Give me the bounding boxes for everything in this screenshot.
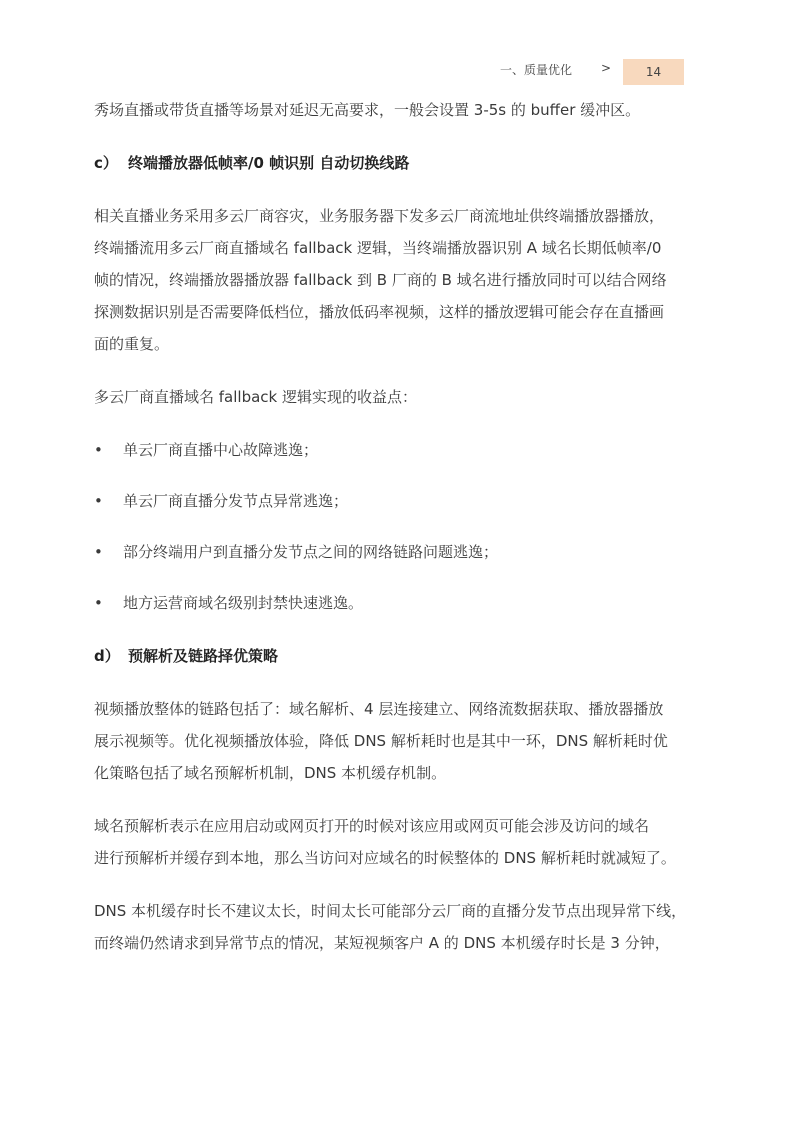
list-item <box>94 536 706 568</box>
text-line: 展示视频等。优化视频播放体验，降低 DNS 解析耗时也是其中一环，DNS 解析耗时优 <box>94 732 668 750</box>
text-line: 域名预解析表示在应用启动或网页打开的时候对该应用或网页可能会涉及访问的域名 <box>94 817 650 835</box>
heading-text: 预解析及链路择优策略 <box>128 647 279 665</box>
list-item <box>94 587 706 619</box>
list-item-text: 单云厂商直播中心故障逃逸； <box>123 441 319 459</box>
paragraph <box>94 810 706 874</box>
paragraph: 秀场直播或带货直播等场景对延迟无高要求，一般会设置 3-5s 的 buffer 缓冲区。 <box>94 101 641 119</box>
list-item <box>94 485 706 517</box>
text-line: 帧的情况，终端播放器播放器 fallback 到 B 厂商的 B 域名进行播放同时可以结合网络 <box>94 271 667 289</box>
text-line: 化策略包括了域名预解析机制，DNS 本机缓存机制。 <box>94 764 447 782</box>
list-item-text: 部分终端用户到直播分发节点之间的网络链路问题逃逸； <box>123 543 499 561</box>
heading-label: c） <box>94 154 118 172</box>
text-line: 终端播流用多云厂商直播域名 fallback 逻辑，当终端播放器识别 A 域名长期低帧率/0 <box>94 239 662 257</box>
heading-label: d） <box>94 647 120 665</box>
text-line: 探测数据识别是否需要降低档位，播放低码率视频，这样的播放逻辑可能会存在直播画 <box>94 303 665 321</box>
text-line: 进行预解析并缓存到本地，那么当访问对应域名的时候整体的 DNS 解析耗时就减短了。 <box>94 849 676 867</box>
breadcrumb-separator: > <box>601 61 612 75</box>
page-number-badge <box>623 59 684 85</box>
text-line: 视频播放整体的链路包括了：域名解析、4 层连接建立、网络流数据获取、播放器播放 <box>94 700 664 718</box>
text-line: 相关直播业务采用多云厂商容灾，业务服务器下发多云厂商流地址供终端播放器播放， <box>94 207 665 225</box>
paragraph <box>94 693 706 789</box>
document-body <box>94 94 706 959</box>
bullet-icon: • <box>94 441 103 459</box>
bullet-list <box>94 434 706 619</box>
bullet-icon: • <box>94 543 103 561</box>
page-header <box>0 59 793 85</box>
paragraph: 多云厂商直播域名 fallback 逻辑实现的收益点： <box>94 388 417 406</box>
text-line: DNS 本机缓存时长不建议太长，时间太长可能部分云厂商的直播分发节点出现异常下线， <box>94 902 687 920</box>
section-heading-d <box>94 640 706 672</box>
paragraph <box>94 200 706 360</box>
page-number: 14 <box>645 65 662 79</box>
heading-text: 终端播放器低帧率/0 帧识别 自动切换线路 <box>128 154 410 172</box>
text-line: 面的重复。 <box>94 335 170 353</box>
list-item-text: 单云厂商直播分发节点异常逃逸； <box>123 492 349 510</box>
list-item <box>94 434 706 466</box>
bullet-icon: • <box>94 492 103 510</box>
section-heading-c <box>94 147 706 179</box>
list-item-text: 地方运营商域名级别封禁快速逃逸。 <box>123 594 364 612</box>
text-line: 而终端仍然请求到异常节点的情况，某短视频客户 A 的 DNS 本机缓存时长是 3 分钟， <box>94 934 670 952</box>
paragraph <box>94 895 706 959</box>
section-title: 一、质量优化 <box>500 63 573 77</box>
bullet-icon: • <box>94 594 103 612</box>
